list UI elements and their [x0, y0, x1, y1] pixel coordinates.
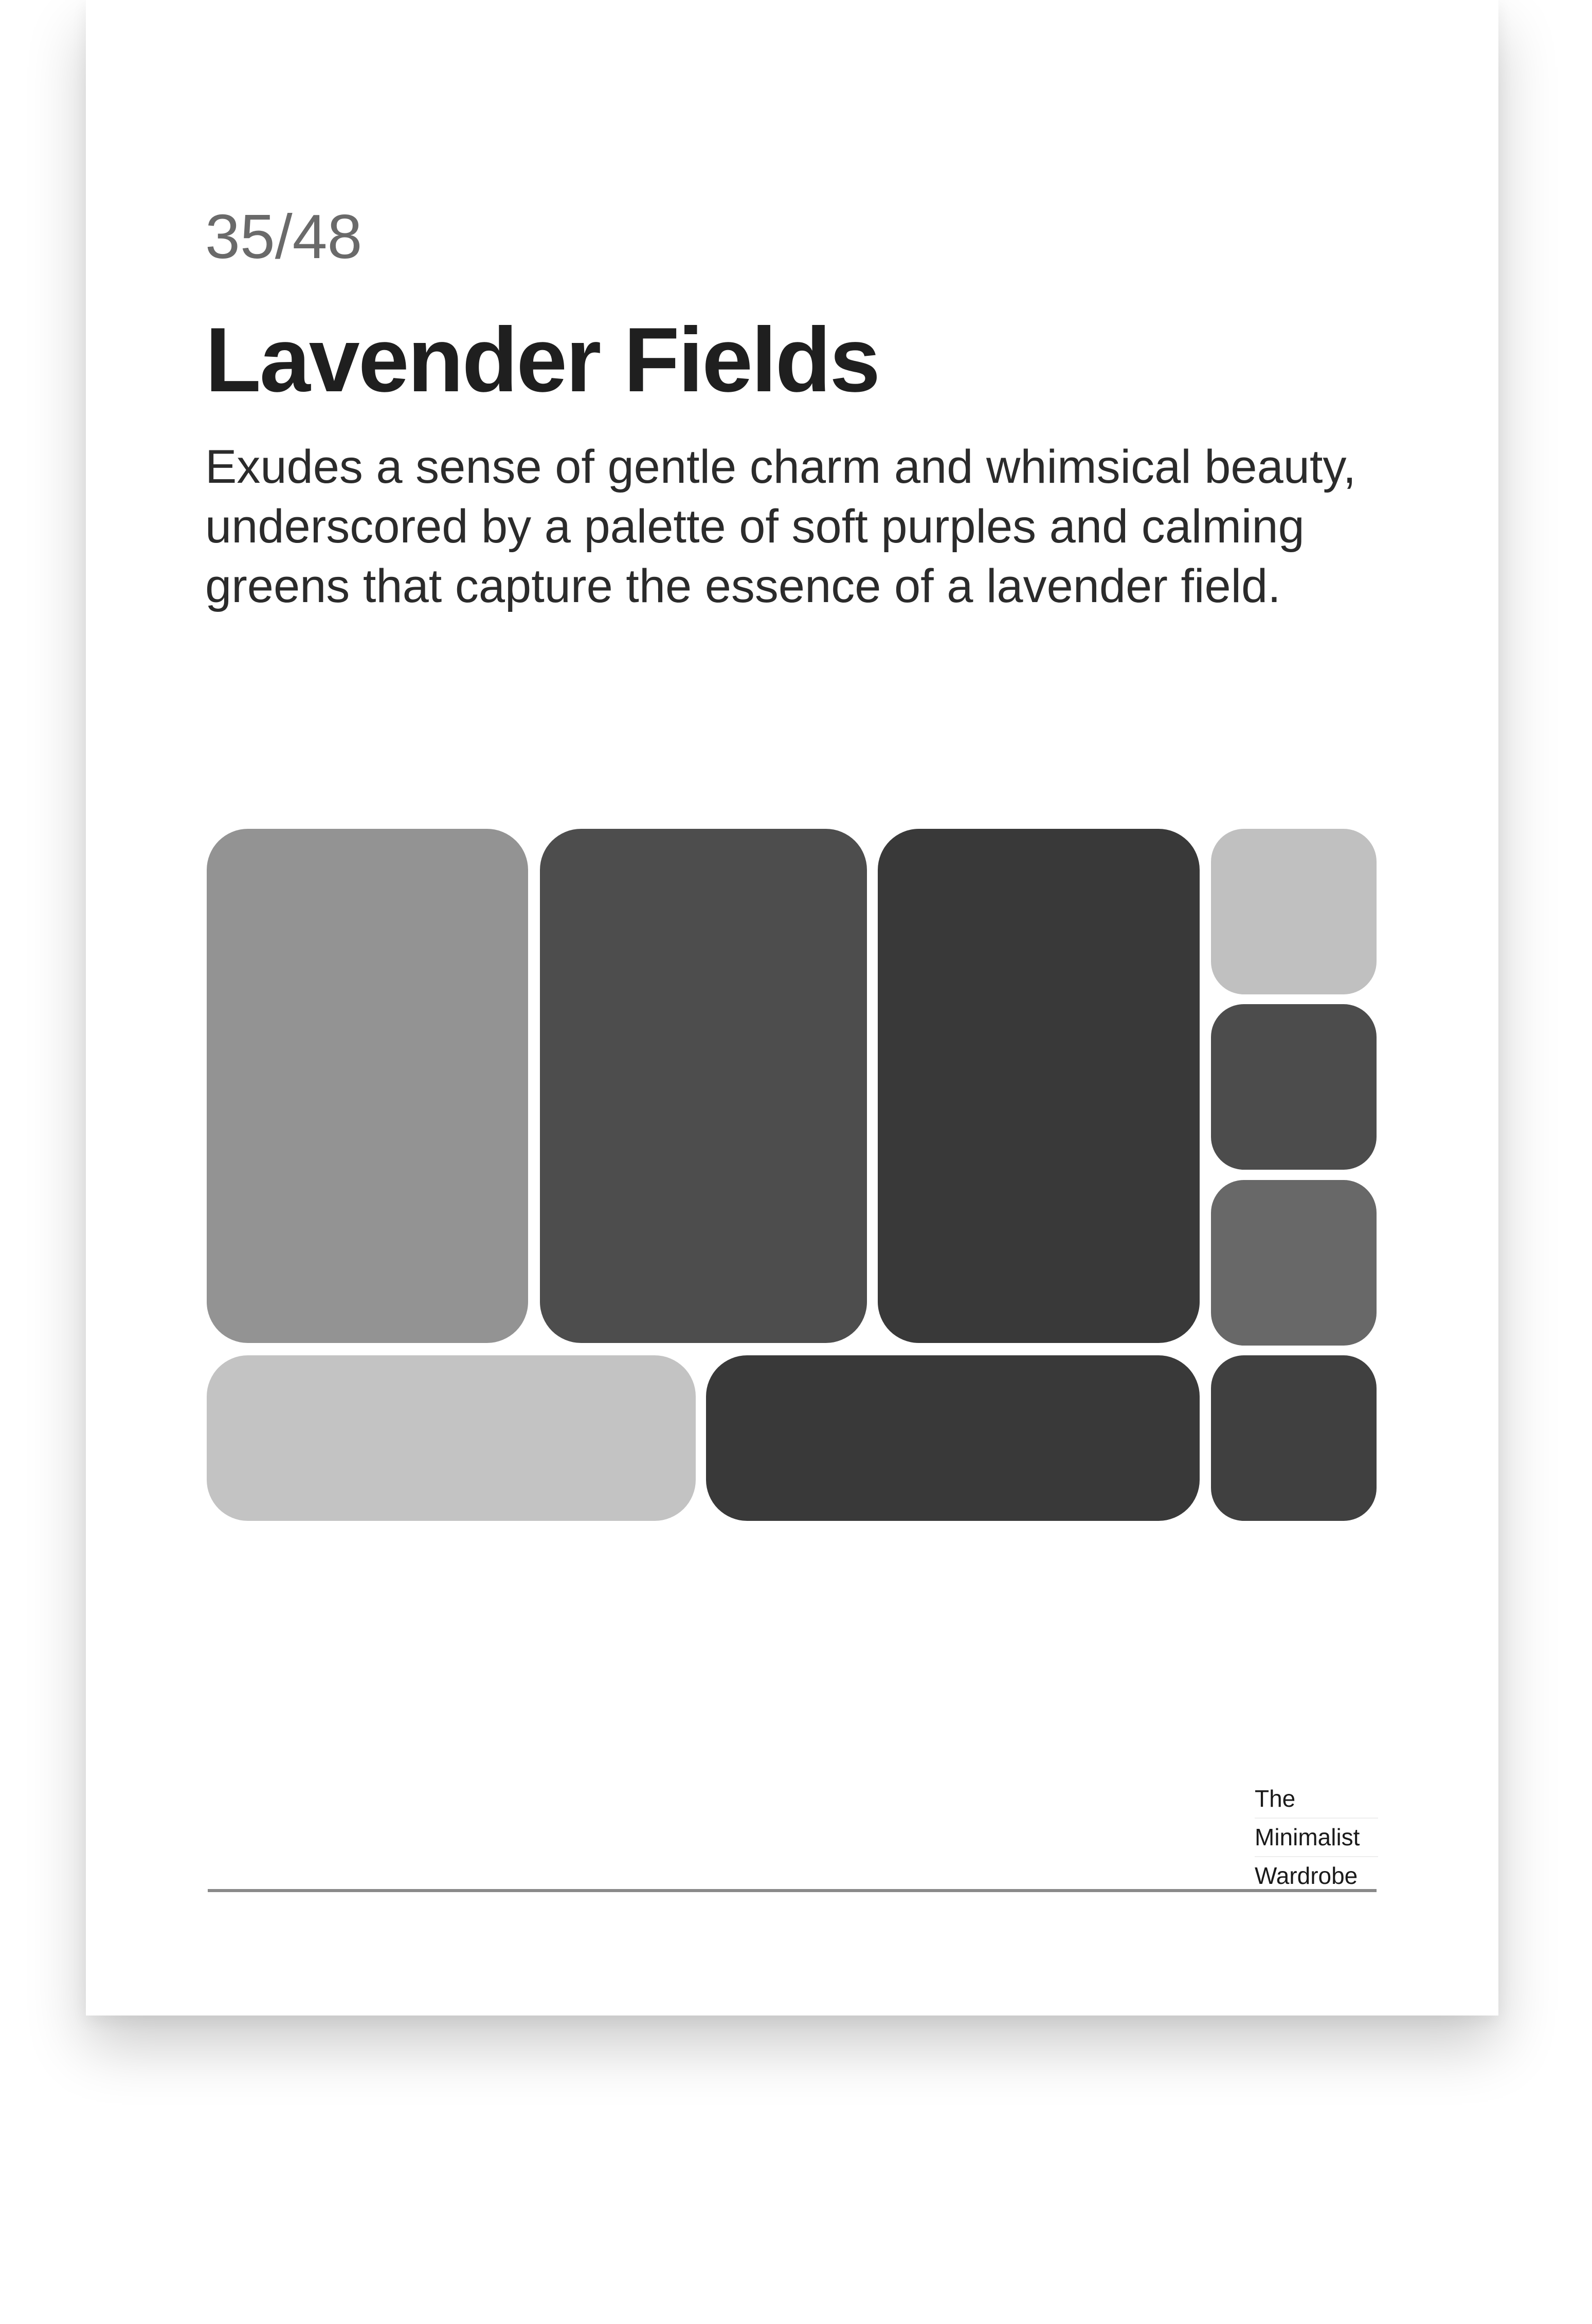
color-swatch-9	[1211, 1355, 1377, 1521]
color-swatch-3	[878, 829, 1200, 1343]
color-swatch-8	[706, 1355, 1200, 1521]
poster-counter: 35/48	[205, 202, 363, 271]
footer-divider	[208, 1889, 1377, 1892]
color-swatch-6	[1211, 1180, 1377, 1346]
color-swatch-4	[1211, 829, 1377, 994]
brand-logo	[1255, 1780, 1378, 1895]
brand-line-1: The	[1255, 1780, 1378, 1819]
color-swatch-1	[207, 829, 528, 1343]
color-swatch-2	[540, 829, 867, 1343]
color-swatch-5	[1211, 1004, 1377, 1170]
poster-description: Exudes a sense of gentle charm and whimsical beauty, underscored by a palette of soft purples and calming greens that capture the essence of a lavender field.	[205, 441, 1356, 612]
brand-line-3: Wardrobe	[1255, 1862, 1358, 1889]
brand-line-2: Minimalist	[1255, 1819, 1378, 1857]
poster-title: Lavender Fields	[205, 308, 879, 411]
color-swatch-7	[207, 1355, 696, 1521]
